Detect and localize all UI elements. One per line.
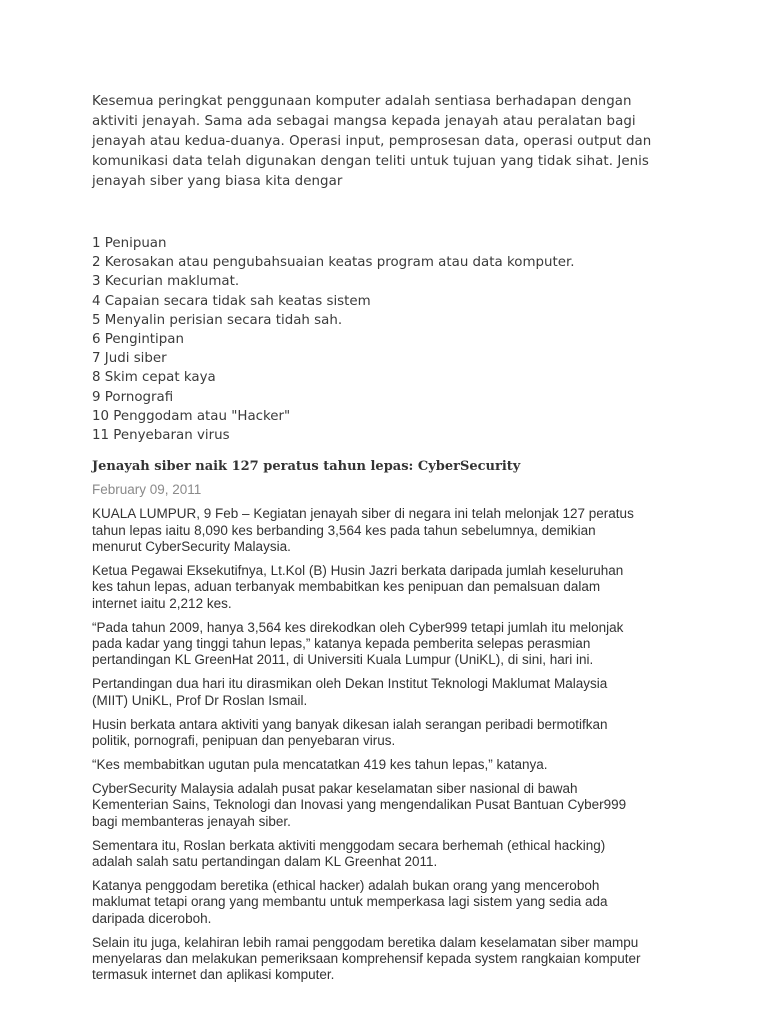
- list-item: 8 Skim cepat kaya: [92, 370, 216, 386]
- paragraph-line: maklumat tetapi orang yang membantu untuk memperkasa lagi sistem yang sedia ada: [92, 894, 608, 910]
- intro-line: aktiviti jenayah. Sama ada sebagai mangsa kepada jenayah atau peralatan bagi: [92, 114, 636, 129]
- article-paragraph: [92, 878, 678, 927]
- list-item: 5 Menyalin perisian secara tidah sah.: [92, 312, 343, 328]
- document-page: [92, 92, 678, 991]
- paragraph-line: Kementerian Sains, Teknologi dan Inovasi yang mengendalikan Pusat Bantuan Cyber999: [92, 797, 627, 813]
- list-item: 7 Judi siber: [92, 351, 167, 367]
- list-item: 6 Pengintipan: [92, 332, 184, 348]
- paragraph-line: adalah salah satu pertandingan dalam KL Greenhat 2011.: [92, 854, 438, 870]
- paragraph-line: daripada diceroboh.: [92, 910, 212, 926]
- paragraph-line: Ketua Pegawai Eksekutifnya, Lt.Kol (B) Husin Jazri berkata daripada jumlah keseluruhan: [92, 562, 624, 578]
- paragraph-line: internet iaitu 2,212 kes.: [92, 595, 232, 611]
- intro-line: Kesemua peringkat penggunaan komputer adalah sentiasa berhadapan dengan: [92, 94, 632, 109]
- article-paragraph: [92, 781, 678, 830]
- paragraph-line: “Pada tahun 2009, hanya 3,564 kes direkodkan oleh Cyber999 tetapi jumlah itu melonjak: [92, 619, 624, 635]
- paragraph-line: “Kes membabitkan ugutan pula mencatatkan 419 kes tahun lepas,” katanya.: [92, 757, 548, 773]
- paragraph-line: bagi membanteras jenayah siber.: [92, 813, 291, 829]
- paragraph-line: Husin berkata antara aktiviti yang banyak dikesan ialah serangan peribadi bermotifkan: [92, 716, 608, 732]
- intro-line: jenayah atau kedua-duanya. Operasi input, pemprosesan data, operasi output dan: [92, 134, 652, 149]
- paragraph-line: termasuk internet dan aplikasi komputer.: [92, 967, 335, 983]
- paragraph-line: Selain itu juga, kelahiran lebih ramai penggodam beretika dalam keselamatan siber mampu: [92, 934, 639, 950]
- cyber-crime-list: [92, 234, 678, 445]
- intro-line: komunikasi data telah digunakan dengan teliti untuk tujuan yang tidak sihat. Jenis: [92, 154, 649, 169]
- paragraph-line: menurut CyberSecurity Malaysia.: [92, 539, 291, 555]
- list-item: 4 Capaian secara tidak sah keatas sistem: [92, 293, 371, 309]
- list-item: 2 Kerosakan atau pengubahsuaian keatas program atau data komputer.: [92, 255, 575, 271]
- list-item: 3 Kecurian maklumat.: [92, 274, 240, 290]
- paragraph-line: pada kadar yang tinggi tahun lepas,” katanya kepada pemberita selepas perasmian: [92, 636, 591, 652]
- paragraph-line: Pertandingan dua hari itu dirasmikan oleh Dekan Institut Teknologi Maklumat Malaysia: [92, 676, 608, 692]
- paragraph-line: CyberSecurity Malaysia adalah pusat pakar keselamatan siber nasional di bawah: [92, 780, 578, 796]
- list-item: 1 Penipuan: [92, 236, 167, 251]
- article-paragraph: [92, 757, 678, 773]
- paragraph-line: Katanya penggodam beretika (ethical hacker) adalah bukan orang yang menceroboh: [92, 877, 600, 893]
- paragraph-line: KUALA LUMPUR, 9 Feb – Kegiatan jenayah siber di negara ini telah melonjak 127 peratus: [92, 506, 634, 522]
- paragraph-line: Sementara itu, Roslan berkata aktiviti menggodam secara berhemah (ethical hacking): [92, 837, 606, 853]
- article-paragraph: [92, 935, 678, 984]
- article-paragraph: [92, 563, 678, 612]
- paragraph-line: tahun lepas iaitu 8,090 kes berbanding 3,564 kes pada tahun sebelumnya, demikian: [92, 522, 596, 538]
- article-paragraph: [92, 717, 678, 750]
- article-title: Jenayah siber naik 127 peratus tahun lepas: CyberSecurity: [92, 459, 521, 475]
- article-paragraph: [92, 620, 678, 669]
- article-paragraph: [92, 838, 678, 871]
- article-body: [92, 506, 678, 984]
- intro-line: jenayah siber yang biasa kita dengar: [92, 174, 343, 189]
- article-paragraph: [92, 676, 678, 709]
- article-date: February 09, 2011: [92, 482, 202, 498]
- paragraph-line: kes tahun lepas, aduan terbanyak membabitkan kes penipuan dan pemalsuan dalam: [92, 579, 601, 595]
- intro-paragraph: [92, 92, 678, 192]
- list-item: 9 Pornografi: [92, 389, 174, 405]
- paragraph-line: pertandingan KL GreenHat 2011, di Universiti Kuala Lumpur (UniKL), di sini, hari ini.: [92, 652, 594, 668]
- list-item: 10 Penggodam atau "Hacker": [92, 408, 291, 424]
- paragraph-line: politik, pornografi, penipuan dan penyebaran virus.: [92, 733, 396, 749]
- paragraph-line: (MIIT) UniKL, Prof Dr Roslan Ismail.: [92, 692, 308, 708]
- article-paragraph: [92, 506, 678, 555]
- list-item: 11 Penyebaran virus: [92, 428, 230, 444]
- paragraph-line: menyelaras dan melakukan pemeriksaan komprehensif kepada system rangkaian komputer: [92, 951, 641, 967]
